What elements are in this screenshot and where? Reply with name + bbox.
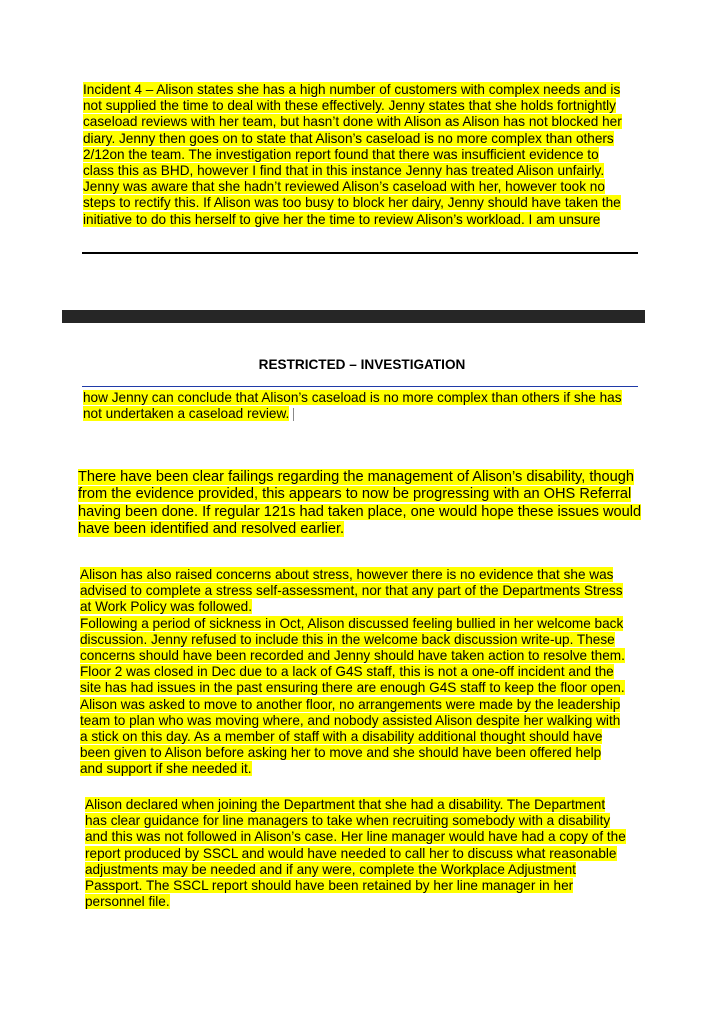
page-end-rule [82, 252, 638, 254]
text-line: Passport. The SSCL report should have been retained by her line manager in her [85, 878, 574, 894]
text-line: and this was not followed in Alison’s case. Her line manager would have had a copy of the [85, 829, 626, 845]
text-line: Alison declared when joining the Department that she had a disability. The Department [85, 797, 606, 812]
text-line: steps to rectify this. If Alison was too busy to block her dairy, Jenny should have taken the [83, 195, 621, 211]
text-line: 2/12on the team. The investigation report found that there was insufficient evidence to [83, 146, 599, 162]
text-line: personnel file. [85, 894, 170, 910]
stress-paragraph [80, 567, 625, 778]
page-break-band [62, 310, 645, 323]
text-line: and support if she needed it. [80, 761, 252, 777]
text-line: Following a period of sickness in Oct, Alison discussed feeling bullied in her welcome back [80, 615, 624, 631]
text-line: adjustments may be needed and if any were, complete the Workplace Adjustment [85, 861, 576, 877]
text-line: a stick on this day. As a member of staff with a disability additional thought should have [80, 729, 603, 745]
text-line: discussion. Jenny refused to include this in the welcome back discussion write-up. These [80, 631, 615, 647]
text-line: team to plan who was moving where, and nobody assisted Alison despite her walking with [80, 712, 621, 728]
disability-failings-paragraph [78, 469, 641, 539]
text-line: how Jenny can conclude that Alison’s caseload is no more complex than others if she has [83, 390, 622, 405]
text-line: at Work Policy was followed. [80, 599, 252, 615]
text-line: site has had issues in the past ensuring there are enough G4S staff to keep the floor open. [80, 680, 625, 696]
text-line: Jenny was aware that she hadn’t reviewed Alison’s caseload with her, however took no [83, 179, 605, 195]
text-line: report produced by SSCL and would have needed to call her to discuss what reasonable [85, 845, 617, 861]
text-line: not undertaken a caseload review. [83, 406, 290, 422]
classification-header: RESTRICTED – INVESTIGATION [258, 357, 466, 372]
text-line: Alison was asked to move to another floor, no arrangements were made by the leadership [80, 696, 621, 712]
text-line: been given to Alison before asking her to move and she should have been offered help [80, 745, 602, 761]
text-line: from the evidence provided, this appears to now be progressing with an OHS Referral [78, 486, 632, 503]
text-line: have been identified and resolved earlier. [78, 521, 345, 538]
text-line: class this as BHD, however I find that in this instance Jenny has treated Alison unfairly. [83, 163, 605, 179]
text-line: has clear guidance for line managers to take when recruiting somebody with a disability [85, 813, 611, 829]
text-line: caseload reviews with her team, but hasn’t done with Alison as Alison has not blocked her [83, 114, 622, 130]
text-line: Floor 2 was closed in Dec due to a lack of G4S staff, this is not a one-off incident and the [80, 664, 614, 680]
text-line: There have been clear failings regarding the management of Alison’s disability, though [78, 469, 634, 485]
text-cursor [293, 408, 294, 421]
incident-4-paragraph [83, 82, 622, 228]
header-rule [82, 386, 638, 387]
text-line: diary. Jenny then goes on to state that Alison’s caseload is no more complex than others [83, 130, 614, 146]
declaration-paragraph [85, 797, 626, 910]
text-line: advised to complete a stress self-assessment, nor that any part of the Departments Stress [80, 583, 623, 599]
text-line: Incident 4 – Alison states she has a high number of customers with complex needs and is [83, 82, 621, 97]
continuation-paragraph [83, 390, 622, 422]
text-line: not supplied the time to deal with these effectively. Jenny states that she holds fortnightly [83, 98, 616, 114]
text-line: Alison has also raised concerns about stress, however there is no evidence that she was [80, 567, 614, 582]
text-line: initiative to do this herself to give her the time to review Alison’s workload. I am unsure [83, 211, 601, 227]
text-line: concerns should have been recorded and Jenny should have taken action to resolve them. [80, 648, 625, 664]
text-line: having been done. If regular 121s had taken place, one would hope these issues would [78, 503, 642, 520]
